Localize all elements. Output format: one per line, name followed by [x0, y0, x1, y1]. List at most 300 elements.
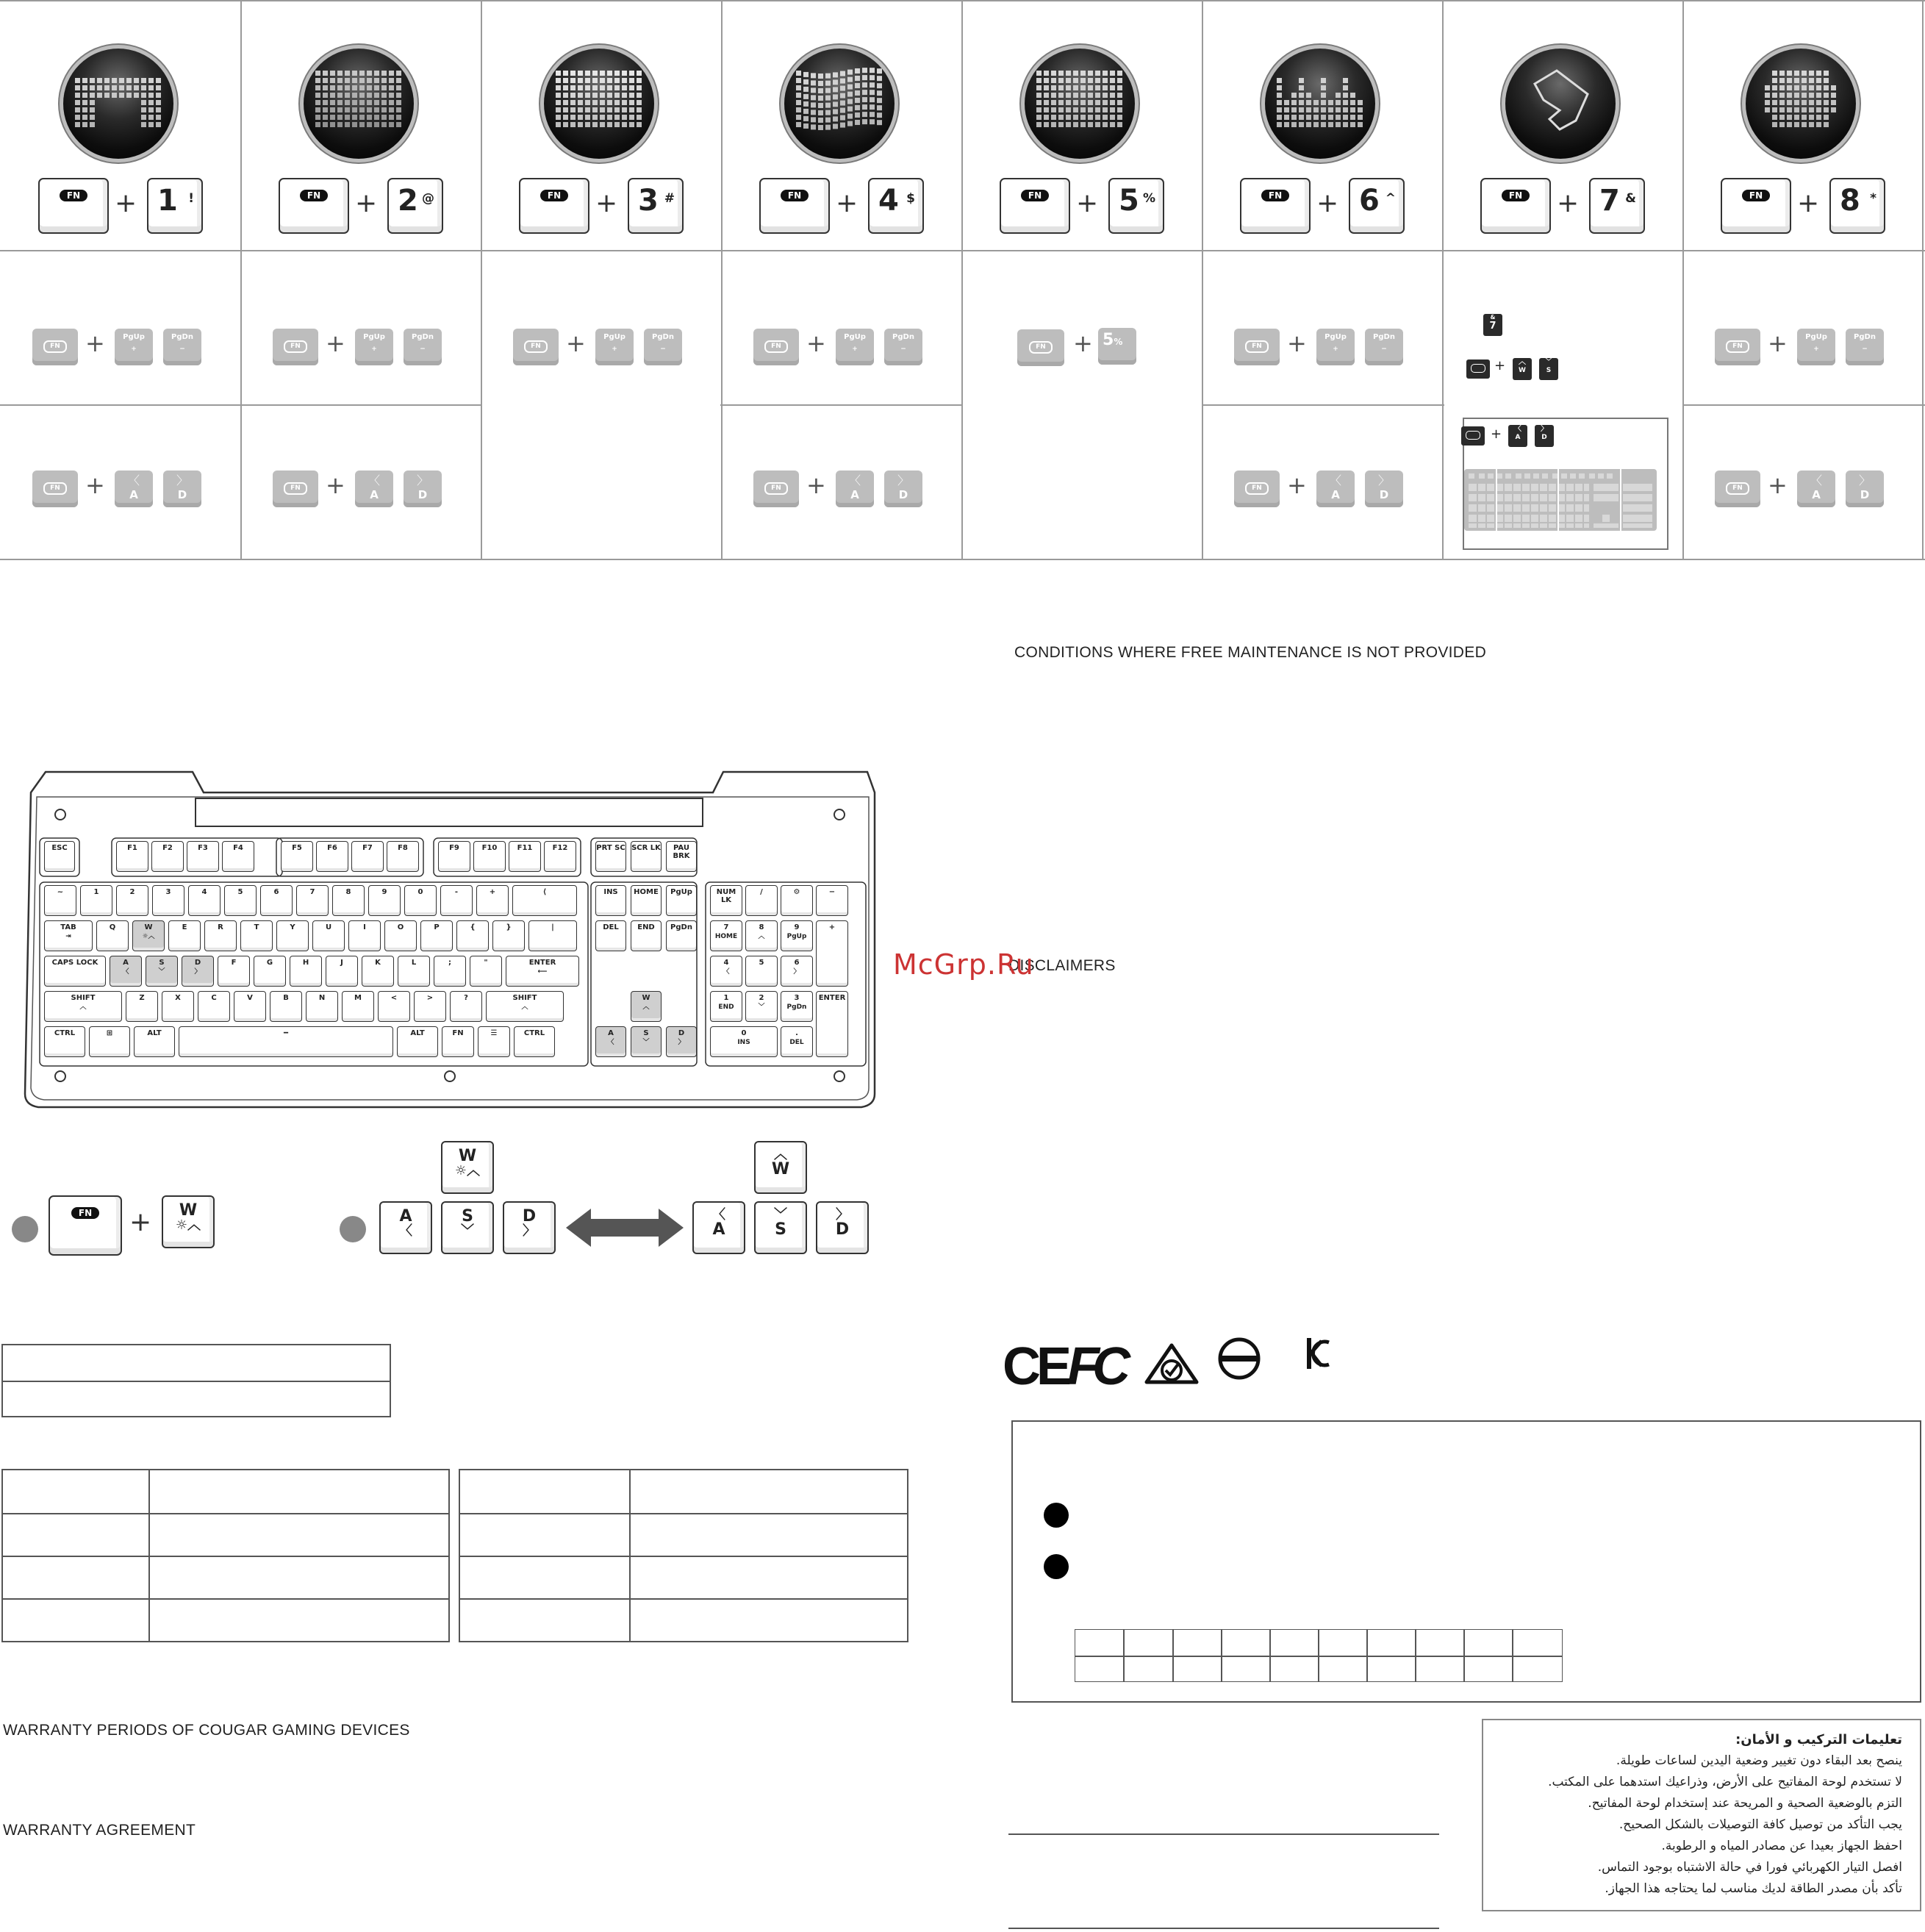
arabic-notice-item: تأكد بأن مصدر الطاقة لديك مناسب لما يحتاجه هذا الجهاز. [1605, 1881, 1902, 1896]
key-arrow-left-label: A [608, 1029, 614, 1037]
number-key-digit: 7 [1599, 184, 1620, 218]
fn-key-gray-r2c5-label: FN [1245, 340, 1269, 353]
plus-mid: + [129, 1207, 152, 1237]
key-f4 [222, 841, 254, 872]
key-bottom-1-label: ⊞ [106, 1029, 113, 1037]
five-key-gray: 5% [1098, 328, 1136, 365]
rcm-mark-icon [1144, 1342, 1200, 1385]
key-shift-6-label: N [318, 994, 326, 1002]
plus-gray-r3c3: + [806, 471, 826, 499]
key-f5 [281, 841, 313, 872]
d-key-gray-r3c1-arrow: 〉 [416, 473, 429, 487]
d-key-gray-r3c7 [1846, 471, 1884, 507]
d-key-gray-r3c0-arrow: 〉 [176, 473, 188, 487]
number-key-5 [1108, 178, 1164, 234]
key-qwerty-0-sub: ⇥ [65, 932, 71, 940]
key-qwerty-2-label: W [144, 923, 153, 931]
pgdn-key-gray-r2c5-sub: − [1381, 346, 1387, 353]
fn-key-gray-r3c0-label: FN [43, 482, 67, 495]
pgdn-key-gray-r2c2 [644, 329, 682, 365]
key-numpad-6-label: 9 [794, 923, 800, 931]
plus-gray-r2c0: + [85, 329, 105, 357]
key-qwerty-3-label: E [182, 923, 187, 931]
key-numpad-9-label: 5 [759, 959, 764, 967]
key-qwerty-13 [528, 920, 577, 951]
key-home-2 [146, 956, 178, 987]
effect-7-icon [1505, 49, 1616, 159]
number-key-1 [147, 178, 203, 234]
seven-key-small: & 7 [1483, 314, 1502, 336]
key-num-6-label: 6 [273, 888, 279, 896]
pgdn-key-gray-r2c7-label: PgDn [1854, 333, 1876, 341]
pgup-key-gray-r2c3-label: PgUp [844, 333, 866, 341]
key-bottom-2 [134, 1026, 175, 1057]
d-key-gray-r3c1-label: D [417, 488, 428, 501]
fn-key-gray-r2c0 [32, 329, 78, 365]
key-bottom-0 [44, 1026, 85, 1057]
key-home-8 [362, 956, 394, 987]
key-home-7 [326, 956, 358, 987]
key-numpad-10 [781, 956, 813, 987]
effect-1-icon [63, 49, 173, 159]
key-num-8-label: 8 [345, 888, 351, 896]
key-shift-8-label: < [390, 994, 398, 1002]
key-num-7-label: 7 [309, 888, 315, 896]
key-numpad-5 [745, 920, 778, 951]
step-bullet-2 [340, 1216, 366, 1242]
fn-key-small [1466, 359, 1490, 379]
key-nav-5 [666, 920, 697, 951]
key-numpad-12-sub: ﹀ [758, 1003, 765, 1011]
key-shift-1 [126, 991, 158, 1022]
key-qwerty-0 [44, 920, 93, 951]
key-shift-0-sub: ︿ [79, 1003, 87, 1011]
a-key-gray-r3c3 [836, 471, 874, 507]
key-numpad-6-sub: PgUp [786, 932, 807, 940]
signature-line-1 [1008, 1833, 1439, 1835]
fn-key-effect-7 [1480, 178, 1551, 234]
key-numpad-7-label: + [828, 923, 836, 931]
key-num-3-label: 3 [165, 888, 171, 896]
number-key-symbol: & [1625, 191, 1636, 206]
key-shift-0-label: SHIFT [71, 994, 96, 1002]
key-home-1 [110, 956, 142, 987]
key-nav-4 [631, 920, 662, 951]
key-home-12 [506, 956, 579, 987]
a-key-mid-1: A 〈 [379, 1201, 432, 1254]
key-nav-3-label: DEL [603, 923, 619, 931]
key-f2-label: F2 [162, 844, 173, 852]
key-f7 [351, 841, 384, 872]
plus-gray-r2c1: + [326, 329, 345, 357]
a-key-small: 〈 A [1508, 425, 1527, 447]
key-f3 [187, 841, 219, 872]
key-home-6 [290, 956, 322, 987]
kc-mark-icon [1305, 1337, 1332, 1370]
key-numpad-4 [710, 920, 742, 951]
fn-key-gray-r3c5 [1234, 471, 1280, 507]
key-shift-10-label: ? [464, 994, 468, 1002]
key-home-6-label: H [302, 959, 309, 967]
key-shift-7 [342, 991, 374, 1022]
keyboard-illustration [24, 770, 876, 1109]
key-num-6 [260, 885, 293, 916]
d-key-gray-r3c3-label: D [898, 488, 908, 501]
key-numpad-7 [816, 920, 848, 987]
key-numpad-11-label: 1 [723, 994, 729, 1002]
plus-gray-col5: + [1073, 329, 1093, 357]
key-numpad-15-label: 0 [741, 1029, 747, 1037]
pgdn-key-gray-r2c3-sub: − [900, 346, 906, 353]
key-home-4 [218, 956, 250, 987]
key-nav-1-label: HOME [634, 888, 659, 896]
key-nav-0-label: INS [603, 888, 618, 896]
key-numpad-0-label: NUM LK [716, 888, 736, 904]
effect-4-icon [784, 49, 895, 159]
d-key-gray-r3c0 [163, 471, 201, 507]
key-bottom-4 [397, 1026, 438, 1057]
pgup-key-gray-r2c2-sub: + [612, 346, 617, 353]
fn-key-gray-r2c7-label: FN [1726, 340, 1749, 353]
pgup-key-gray-r2c7 [1797, 329, 1835, 365]
number-key-2 [387, 178, 443, 234]
plus-gray-r3c1: + [326, 471, 345, 499]
key-shift-11-sub: ︿ [521, 1003, 528, 1011]
d-key-gray-r3c0-label: D [177, 488, 187, 501]
fn-key-label: FN [300, 190, 328, 201]
key-qwerty-11-label: { [470, 923, 476, 931]
pgdn-key-gray-r2c2-sub: − [660, 346, 666, 353]
key-num-5-label: 5 [237, 888, 243, 896]
key-f9-label: F9 [449, 844, 459, 852]
key-num-10 [404, 885, 437, 916]
key-home-4-label: F [231, 959, 237, 967]
key-f1 [116, 841, 148, 872]
key-num-1-label: 1 [93, 888, 99, 896]
fn-key-gray-r2c2-label: FN [524, 340, 548, 353]
key-qwerty-1-label: Q [109, 923, 116, 931]
pgdn-key-gray-r2c1 [404, 329, 442, 365]
pgup-key-gray-r2c5-label: PgUp [1324, 333, 1347, 341]
key-bottom-0-label: CTRL [54, 1029, 76, 1037]
plus-gray-r3c5: + [1287, 471, 1307, 499]
fn-key-gray-r3c1 [273, 471, 318, 507]
fn-key-mid: FN [49, 1195, 122, 1256]
key-sys-1-label: PRT SC [596, 844, 625, 852]
w-key-small: ︿ W [1513, 358, 1532, 380]
plus-effect-8: + [1797, 188, 1820, 218]
pgdn-key-gray-r2c1-sub: − [420, 346, 426, 353]
a-key-gray-r3c1-arrow: 〈 [368, 473, 380, 487]
key-qwerty-5-label: T [254, 923, 259, 931]
key-home-1-sub: 〈 [122, 967, 129, 976]
key-shift-5-label: B [283, 994, 289, 1002]
key-qwerty-4 [204, 920, 237, 951]
key-qwerty-1 [96, 920, 129, 951]
key-qwerty-2 [132, 920, 165, 951]
arabic-notice-title: تعليمات التركيب و الأمان: [1735, 1732, 1902, 1747]
recycling-info-box [1011, 1420, 1921, 1703]
key-shift-6 [306, 991, 338, 1022]
fn-key-effect-6 [1240, 178, 1311, 234]
fn-key-label: FN [60, 190, 87, 201]
key-f4-label: F4 [233, 844, 243, 852]
key-arrow-right-sub: 〉 [678, 1038, 685, 1046]
key-home-5-label: G [266, 959, 273, 967]
key-sys-3-label: PAU BRK [673, 844, 690, 860]
number-key-symbol: * [1870, 191, 1876, 206]
key-qwerty-12 [492, 920, 525, 951]
key-num-12-label: + [489, 888, 496, 896]
key-f2 [151, 841, 184, 872]
grid-col-2 [481, 0, 482, 560]
key-shift-3 [198, 991, 230, 1022]
key-nav-2-label: PgUp [670, 888, 692, 896]
plus-small: + [1494, 358, 1506, 373]
fn-key-label: FN [781, 190, 809, 201]
key-home-11 [470, 956, 502, 987]
fn-key-gray-r3c7 [1715, 471, 1760, 507]
key-qwerty-6 [276, 920, 309, 951]
w-key-mid-2: W ☼︿ [441, 1141, 494, 1194]
pgdn-key-gray-r2c5-label: PgDn [1373, 333, 1395, 341]
pgdn-key-gray-r2c7 [1846, 329, 1884, 365]
pgup-key-gray-r2c2 [595, 329, 634, 365]
fn-key-label: FN [540, 190, 568, 201]
a-key-gray-r3c0-arrow: 〈 [127, 473, 140, 487]
d-key-gray-r3c5 [1365, 471, 1403, 507]
key-home-10 [434, 956, 466, 987]
mini-keyboard-illustration [1464, 469, 1657, 531]
key-numpad-5-sub: ︿ [758, 932, 765, 940]
ce-mark: CE [1003, 1337, 1068, 1396]
key-qwerty-5 [240, 920, 273, 951]
watermark: McGrp.Ru [893, 948, 1034, 981]
key-num-1 [80, 885, 112, 916]
key-shift-5 [270, 991, 302, 1022]
a-key-gray-r3c3-label: A [850, 488, 859, 501]
fcc-mark: FC [1067, 1337, 1123, 1396]
pgup-key-gray-r2c1-label: PgUp [363, 333, 385, 341]
pgdn-key-gray-r2c0-label: PgDn [171, 333, 193, 341]
fn-key-effect-8 [1721, 178, 1791, 234]
arabic-notice-item: يجب التأكد من توصيل كافة التوصيلات بالشكل الصحيح. [1618, 1817, 1902, 1832]
key-qwerty-6-label: Y [290, 923, 295, 931]
key-shift-8 [378, 991, 410, 1022]
key-numpad-12-label: 2 [759, 994, 764, 1002]
fn-key-label: FN [1021, 190, 1049, 201]
key-qwerty-13-label: | [551, 923, 554, 931]
key-numpad-15 [710, 1026, 778, 1057]
key-f11 [509, 841, 541, 872]
a-key-gray-r3c5-arrow: 〈 [1329, 473, 1341, 487]
pgup-key-gray-r2c0-sub: + [131, 346, 137, 353]
arabic-notice-item: افصل التيار الكهربائي فورا في حالة الاشتباه بوجود التماس. [1597, 1860, 1902, 1875]
key-home-9 [398, 956, 430, 987]
key-arrow-right [666, 1026, 697, 1057]
number-key-digit: 5 [1119, 184, 1139, 218]
fn-key-gray-r2c0-label: FN [43, 340, 67, 353]
plus-effect-6: + [1316, 188, 1339, 218]
key-numpad-2 [781, 885, 813, 916]
grid-col-7 [1682, 0, 1684, 560]
number-key-digit: 3 [638, 184, 659, 218]
fn-key-gray-col5: FN [1017, 329, 1064, 366]
key-numpad-10-sub: 〉 [793, 967, 800, 976]
key-bottom-6-label: ☰ [490, 1029, 498, 1037]
key-home-12-sub: ⟵ [537, 967, 548, 976]
number-key-8 [1829, 178, 1885, 234]
key-home-3-label: D [194, 959, 201, 967]
key-numpad-13-label: 3 [794, 994, 800, 1002]
plus-gray-r2c7: + [1768, 329, 1788, 357]
a-key-gray-r3c7 [1797, 471, 1835, 507]
key-sys-2 [631, 841, 662, 872]
key-num-10-label: 0 [417, 888, 423, 896]
key-shift-0 [44, 991, 122, 1022]
grid-right-border [1922, 0, 1924, 560]
effect-5-pattern [1025, 49, 1135, 159]
a-key-gray-r3c0 [115, 471, 153, 507]
fn-key-small-2 [1461, 426, 1485, 446]
arabic-notice-item: التزم بالوضعية الصحية و المريحة عند إستخدام لوحة المفاتيح. [1588, 1796, 1902, 1811]
key-bottom-7-label: CTRL [523, 1029, 545, 1037]
key-qwerty-2-sub: ☼︿ [142, 932, 155, 940]
key-home-0-label: CAPS LOCK [51, 959, 98, 967]
pgup-key-gray-r2c0-label: PgUp [123, 333, 145, 341]
effect-6-icon [1265, 49, 1375, 159]
pgup-key-gray-r2c1 [355, 329, 393, 365]
key-f10 [473, 841, 506, 872]
fn-key-gray-r3c3 [753, 471, 799, 507]
key-qwerty-8 [348, 920, 381, 951]
key-num-4-label: 4 [201, 888, 207, 896]
key-f12 [544, 841, 576, 872]
number-key-symbol: ^ [1385, 191, 1396, 206]
hazard-table [1075, 1629, 1563, 1682]
a-key-gray-r3c1-label: A [370, 488, 379, 501]
fn-key-gray-r3c3-label: FN [764, 482, 788, 495]
key-f11-label: F11 [517, 844, 533, 852]
fn-key-gray-r2c5 [1234, 329, 1280, 365]
key-numpad-12 [745, 991, 778, 1022]
s-key-mid-2: ﹀ S [754, 1201, 807, 1254]
key-sys-3 [666, 841, 697, 872]
fn-key-gray-r3c5-label: FN [1245, 482, 1269, 495]
key-num-7 [296, 885, 329, 916]
key-qwerty-4-label: R [218, 923, 223, 931]
grid-row2-divider-d [1683, 404, 1925, 406]
a-key-gray-r3c7-label: A [1812, 488, 1821, 501]
d-key-gray-r3c5-label: D [1379, 488, 1389, 501]
fn-key-label: FN [1502, 190, 1530, 201]
key-numpad-11 [710, 991, 742, 1022]
a-key-gray-r3c0-label: A [129, 488, 138, 501]
key-numpad-4-label: 7 [723, 923, 729, 931]
key-nav-4-label: END [637, 923, 655, 931]
a-key-gray-r3c7-arrow: 〈 [1810, 473, 1822, 487]
key-nav-0 [595, 885, 626, 916]
key-qwerty-12-label: } [506, 923, 512, 931]
key-num-3 [152, 885, 184, 916]
a-key-gray-r3c5 [1316, 471, 1355, 507]
arabic-notice-item: ينصح بعد البقاء دون تغيير وضعية اليدين لساعات طويلة. [1616, 1753, 1902, 1768]
number-key-digit: 4 [878, 184, 899, 218]
arabic-notice-item: احفظ الجهاز بعيدا عن مصادر المياه و الرطوبة. [1661, 1839, 1902, 1853]
key-qwerty-3 [168, 920, 201, 951]
swap-arrow [566, 1206, 684, 1250]
key-nav-2 [666, 885, 697, 916]
d-key-gray-r3c7-arrow: 〉 [1858, 473, 1871, 487]
number-key-symbol: @ [422, 191, 434, 206]
w-key-mid-1: W ☼︿ [162, 1195, 215, 1248]
key-arrow-down [631, 1026, 662, 1057]
plus-effect-5: + [1076, 188, 1099, 218]
pgdn-key-gray-r2c2-label: PgDn [652, 333, 674, 341]
number-key-symbol: % [1142, 191, 1155, 206]
effect-5-icon [1025, 49, 1135, 159]
a-key-mid-2: 〈 A [692, 1201, 745, 1254]
key-qwerty-11 [456, 920, 489, 951]
key-shift-11 [486, 991, 564, 1022]
key-home-0 [44, 956, 106, 987]
key-shift-7-label: M [354, 994, 362, 1002]
key-home-9-label: L [411, 959, 417, 967]
plus-effect-3: + [595, 188, 618, 218]
spec-table-small [1, 1344, 391, 1417]
key-arrow-left [595, 1026, 626, 1057]
number-key-digit: 6 [1359, 184, 1380, 218]
d-key-gray-r3c7-label: D [1860, 488, 1870, 501]
a-key-gray-r3c3-arrow: 〈 [848, 473, 861, 487]
plus-effect-2: + [355, 188, 378, 218]
key-f8 [387, 841, 419, 872]
key-numpad-3 [816, 885, 848, 916]
key-home-8-label: K [375, 959, 381, 967]
key-numpad-8 [710, 956, 742, 987]
key-f6 [316, 841, 348, 872]
key-shift-10 [450, 991, 482, 1022]
key-shift-9 [414, 991, 446, 1022]
effect-6-pattern [1265, 49, 1375, 159]
key-num-12 [476, 885, 509, 916]
disclaimers-title: DISCLAIMERS [1008, 957, 1116, 974]
key-numpad-1-label: / [760, 888, 763, 896]
grid-col-6 [1442, 0, 1444, 560]
key-num-11 [440, 885, 473, 916]
grid-col-4 [961, 0, 963, 560]
effect-8-icon [1746, 49, 1856, 159]
fn-key-label: FN [1261, 190, 1289, 201]
pgup-key-gray-r2c7-sub: + [1813, 346, 1819, 353]
key-num-2 [116, 885, 148, 916]
key-bottom-3 [179, 1026, 393, 1057]
d-key-gray-r3c5-arrow: 〉 [1377, 473, 1390, 487]
d-key-gray-r3c3 [884, 471, 922, 507]
pgdn-key-gray-r2c0-sub: − [179, 346, 185, 353]
key-arrow-right-label: D [678, 1029, 685, 1037]
key-home-3 [182, 956, 214, 987]
w-key-mid-3: ︿ W [754, 1141, 807, 1194]
key-arrow-up [631, 991, 662, 1022]
fn-key-effect-3 [519, 178, 589, 234]
pgup-key-gray-r2c7-label: PgUp [1805, 333, 1827, 341]
pgup-key-gray-r2c1-sub: + [371, 346, 377, 353]
key-num-0 [44, 885, 76, 916]
fn-key-effect-4 [759, 178, 830, 234]
key-home-3-sub: 〉 [194, 967, 201, 976]
key-f8-label: F8 [398, 844, 408, 852]
